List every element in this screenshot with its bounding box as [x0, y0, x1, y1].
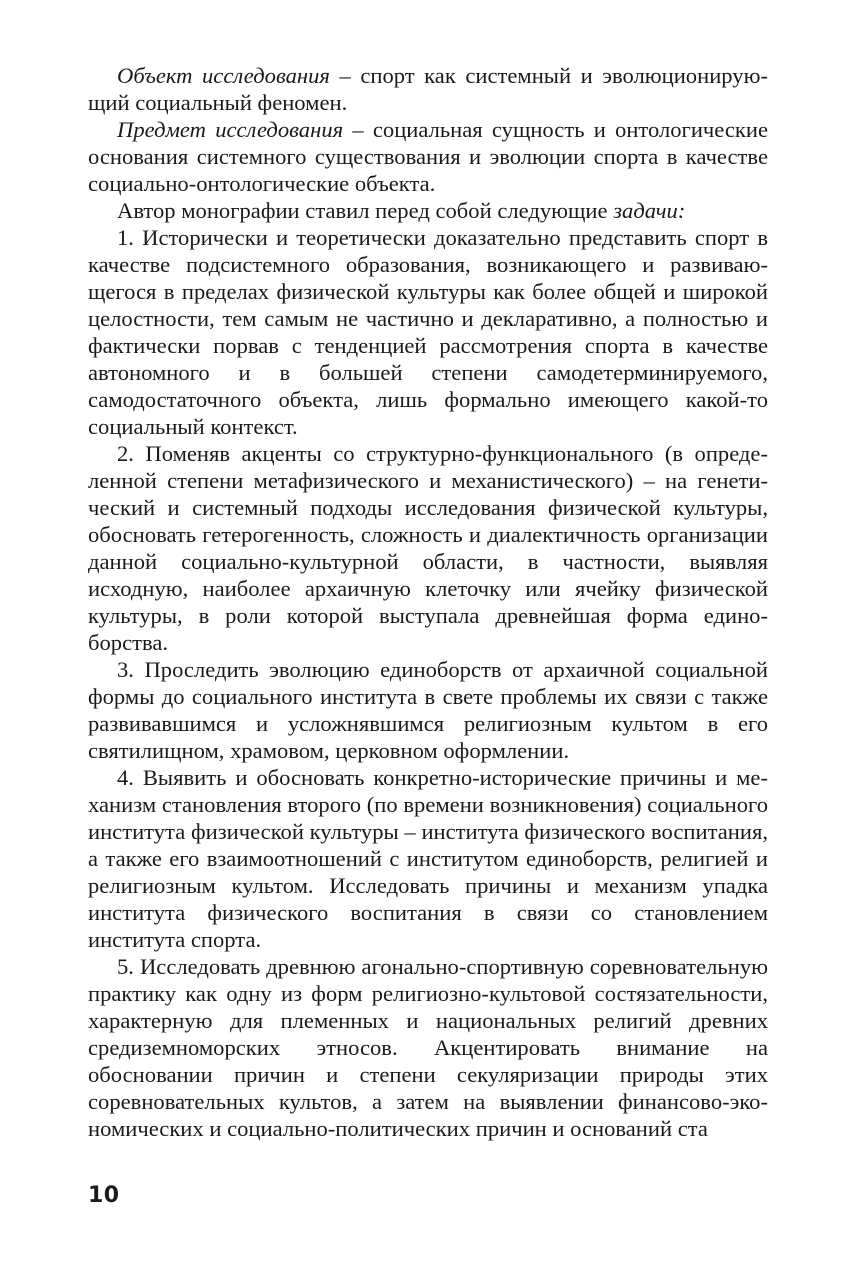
page-body: [88, 62, 768, 1142]
italic-term: Объект исследования: [117, 63, 330, 88]
paragraph-task-2: [88, 440, 768, 656]
paragraph-text: – социальная сущность и онтологические основания системного существования и эволюции спорта в качестве социально-онтологические объекта.: [88, 117, 768, 196]
paragraph-text: Автор монографии ставил перед собой следующие: [117, 198, 614, 223]
paragraph-subject: [88, 116, 768, 197]
paragraph-task-1: [88, 224, 768, 440]
paragraph-text: 1. Исторически и теоретически доказательно представить спорт в качестве подсистемного образования, возникающего и развивающегося в пределах физической культуры как более общей и широкой целостности, тем самым не частично и декларативно, а полностью и фактически порвав с тенденцией рассмотрения спорта в качестве автономного и в большей степени самодетерминируемого, самодостаточного объекта, лишь формально имеющего какой-то социальный контекст.: [88, 225, 768, 439]
italic-term: задачи:: [613, 198, 686, 223]
paragraph-text: 5. Исследовать древнюю агонально-спортивную соревновательную практику как одну из форм религиозно-культовой состязательности, характерную для племенных и национальных религий древних средиземноморских этносов. Акцентировать внимание на обосновании причин и степени секуляризации природы этих соревновательных культов, а затем на выявлении финансово-экономических и социально-политических причин и оснований ста: [88, 954, 768, 1141]
paragraph-tasks-intro: [88, 197, 768, 224]
paragraph-text: 2. Поменяв акценты со структурно-функционального (в определенной степени метафизического и механистического) – на генетический и системный подходы исследования физической культуры, обосновать гетерогенность, сложность и диалектичность организации данной социально-культурной области, в частности, выявляя исходную, наиболее архаичную клеточку или ячейку физической культуры, в роли которой выступала древнейшая форма единоборства.: [88, 441, 768, 655]
paragraph-object: [88, 62, 768, 116]
page-number: 10: [88, 1183, 120, 1208]
paragraph-task-5: [88, 953, 768, 1142]
paragraph-text: 3. Проследить эволюцию единоборств от архаичной социальной формы до социального института в свете проблемы их связи с также развивавшимся и усложнявшимся религиозным культом в его святилищном, храмовом, церковном оформлении.: [88, 657, 768, 763]
paragraph-text: 4. Выявить и обосновать конкретно-исторические причины и механизм становления второго (по времени возникновения) социального института физической культуры – института физического воспитания, а также его взаимоотношений с институтом единоборств, религией и религиозным культом. Исследовать причины и механизм упадка института физического воспитания в связи со становлением института спорта.: [88, 765, 768, 952]
paragraph-task-4: [88, 764, 768, 953]
paragraph-task-3: [88, 656, 768, 764]
italic-term: Предмет исследования: [117, 117, 344, 142]
paragraph-text: – спорт как системный и эволюционирующий социальный феномен.: [88, 63, 768, 115]
